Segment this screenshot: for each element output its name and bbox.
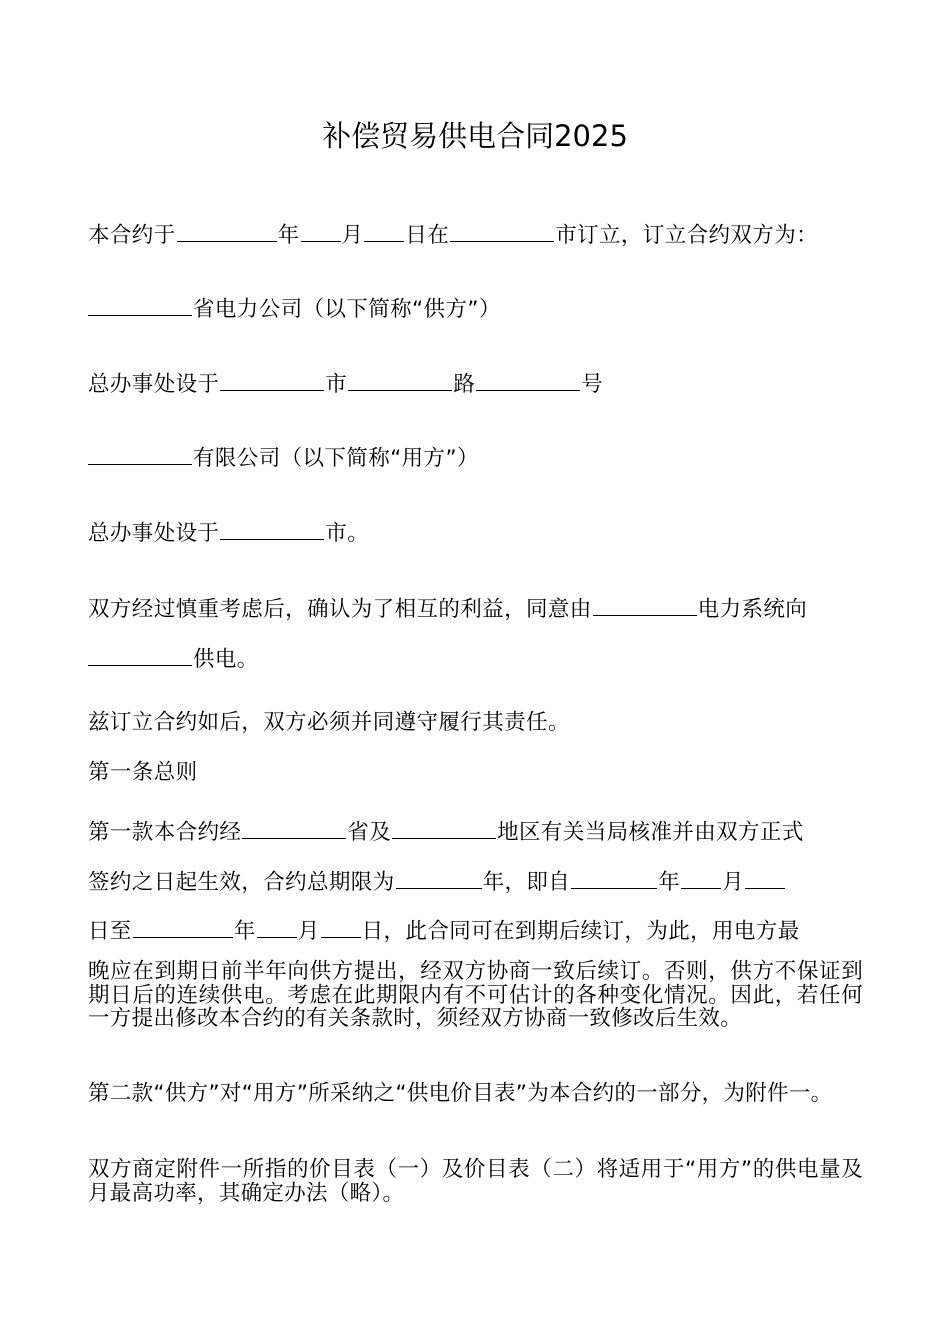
text-segment: 月 bbox=[297, 919, 320, 944]
text-segment: 市 bbox=[325, 372, 348, 397]
text-segment: 本合约于 bbox=[88, 223, 176, 248]
end-month-blank bbox=[257, 936, 297, 938]
text-segment: 年 bbox=[277, 223, 300, 248]
text-segment: 省电力公司（以下简称“供方”） bbox=[193, 297, 501, 322]
document-title: 补偿贸易供电合同2025 bbox=[322, 119, 628, 153]
text-segment: 电力系统向 bbox=[697, 597, 808, 622]
clause-1-line bbox=[88, 818, 804, 848]
text-segment: 年，即自 bbox=[482, 870, 571, 895]
province-blank bbox=[88, 314, 192, 316]
text-segment: 日在 bbox=[405, 223, 450, 248]
clause-1-line bbox=[88, 868, 786, 898]
month-blank bbox=[301, 240, 341, 242]
text-segment: 月 bbox=[341, 223, 364, 248]
text-segment: 双方经过慎重考虑后，确认为了相互的利益，同意由 bbox=[88, 597, 592, 622]
power-system-blank bbox=[593, 614, 697, 616]
company-blank bbox=[88, 463, 192, 465]
recipient-blank bbox=[88, 664, 192, 666]
end-day-blank bbox=[321, 936, 361, 938]
supplier-party-line bbox=[88, 295, 501, 325]
text-segment: 日，此合同可在到期后续订，为此，用电方最 bbox=[361, 919, 800, 944]
text-segment: 月 bbox=[722, 870, 745, 895]
start-day-blank bbox=[745, 887, 785, 889]
term-years-blank bbox=[396, 887, 482, 889]
text-segment: 日至 bbox=[88, 919, 132, 944]
city-blank bbox=[450, 240, 554, 242]
price-table-paragraph: 双方商定附件一所指的价目表（一）及价目表（二）将适用于“用方”的供电量及月最高功率，其确定办法（略）。 bbox=[88, 1157, 863, 1206]
text-segment: 第一款本合约经 bbox=[88, 820, 242, 845]
agreement-line-cont bbox=[88, 645, 259, 675]
start-month-blank bbox=[681, 887, 721, 889]
day-blank bbox=[364, 240, 404, 242]
city-blank bbox=[220, 538, 324, 540]
text-segment: 年 bbox=[658, 870, 681, 895]
end-year-blank bbox=[133, 936, 233, 938]
region-blank bbox=[392, 837, 496, 839]
text-segment: 地区有关当局核准并由双方正式 bbox=[497, 820, 804, 845]
clause-1-line bbox=[88, 917, 800, 947]
text-segment: 总办事处设于 bbox=[88, 521, 220, 546]
text-segment: 供电。 bbox=[193, 647, 259, 672]
text-segment: 市。 bbox=[325, 521, 370, 546]
clause-1-paragraph: 晚应在到期日前半年向供方提出，经双方协商一致后续订。否则，供方不保证到期日后的连续供电。考虑在此期限内有不可估计的各种变化情况。因此，若任何一方提出修改本合约的有关条款时，须经双方协商一致修改后生效。 bbox=[88, 959, 863, 1032]
number-blank bbox=[476, 389, 580, 391]
text-segment: 总办事处设于 bbox=[88, 372, 220, 397]
article-heading: 第一条总则 bbox=[88, 760, 198, 785]
text-segment: 年 bbox=[233, 919, 256, 944]
city-blank bbox=[220, 389, 324, 391]
user-party-line bbox=[88, 444, 479, 474]
preamble-closing: 兹订立合约如后，双方必须并同遵守履行其责任。 bbox=[88, 710, 570, 735]
text-segment: 省及 bbox=[347, 820, 392, 845]
text-segment: 号 bbox=[581, 372, 604, 397]
text-segment: 路 bbox=[453, 372, 476, 397]
road-blank bbox=[348, 389, 452, 391]
clause-2-paragraph: 第二款“供方”对“用方”所采纳之“供电价目表”为本合约的一部分，为附件一。 bbox=[88, 1081, 833, 1106]
user-address-line bbox=[88, 519, 369, 549]
contract-date-place-line bbox=[88, 221, 818, 251]
year-blank bbox=[177, 240, 277, 242]
agreement-line bbox=[88, 595, 807, 625]
text-segment: 市订立，订立合约双方为： bbox=[555, 223, 819, 248]
province-blank bbox=[242, 837, 346, 839]
start-year-blank bbox=[571, 887, 657, 889]
text-segment: 有限公司（以下简称“用方”） bbox=[193, 446, 479, 471]
text-segment: 签约之日起生效，合约总期限为 bbox=[88, 870, 395, 895]
supplier-address-line bbox=[88, 370, 603, 400]
